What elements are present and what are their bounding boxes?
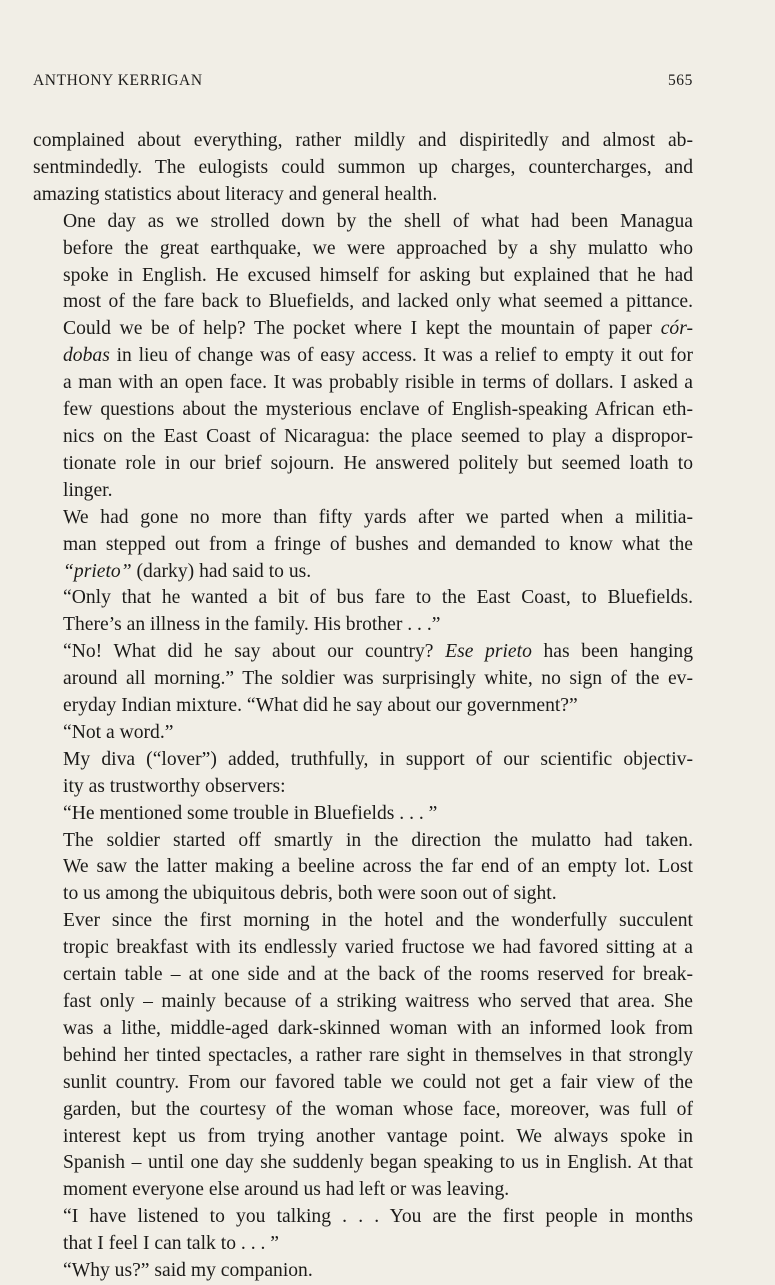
text-line: sentmindedly. The eulogists could summon up charges, countercharges, and	[33, 156, 693, 178]
paragraph	[33, 209, 693, 505]
text-line: “Not a word.”	[63, 721, 174, 743]
text-line: One day as we strolled down by the shell of what had been Managua	[63, 210, 693, 232]
text-line: There’s an illness in the family. His brother . . .”	[63, 614, 441, 636]
text-line: ity as trustworthy observers:	[63, 775, 286, 797]
text-line: sunlit country. From our favored table we could not get a fair view of the	[63, 1071, 693, 1093]
text-line: tionate role in our brief sojourn. He answered politely but seemed loath to	[63, 452, 693, 474]
paragraph	[33, 747, 693, 801]
text-line: man stepped out from a fringe of bushes and demanded to know what the	[63, 533, 693, 555]
text-line: My diva (“lover”) added, truthfully, in support of our scientific objectiv-	[63, 748, 693, 770]
text-line: around all morning.” The soldier was surprisingly white, no sign of the ev-	[63, 668, 693, 690]
text-line: Could we be of help? The pocket where I kept the mountain of paper cór-	[63, 318, 693, 340]
text-line: nics on the East Coast of Nicaragua: the place seemed to play a dispropor-	[63, 425, 693, 447]
text-line: complained about everything, rather mildly and dispiritedly and almost ab-	[33, 130, 693, 151]
text-line: Spanish – until one day she suddenly began speaking to us in English. At that	[63, 1152, 693, 1174]
text-line: dobas in lieu of change was of easy access. It was a relief to empty it out for	[63, 345, 693, 367]
paragraph	[33, 128, 693, 209]
text-line: spoke in English. He excused himself for asking but explained that he had	[63, 264, 693, 286]
paragraph	[33, 908, 693, 1204]
text-line: The soldier started off smartly in the direction the mulatto had taken.	[63, 829, 693, 851]
text-line: “He mentioned some trouble in Bluefields . . . ”	[63, 802, 438, 824]
text-line: moment everyone else around us had left or was leaving.	[63, 1179, 510, 1201]
paragraph	[33, 1204, 693, 1258]
running-header	[33, 72, 693, 90]
text-line: tropic breakfast with its endlessly varied fructose we had favored sitting at a	[63, 937, 693, 959]
text-line: before the great earthquake, we were approached by a shy mulatto who	[63, 237, 693, 259]
text-line: interest kept us from trying another vantage point. We always spoke in	[63, 1125, 693, 1147]
paragraph	[33, 505, 693, 586]
text-line: that I feel I can talk to . . . ”	[63, 1233, 279, 1255]
text-line: Ever since the first morning in the hotel and the wonderfully succulent	[63, 910, 693, 932]
text-line: “Why us?” said my companion.	[63, 1260, 313, 1282]
text-line: We had gone no more than fifty yards after we parted when a militia-	[63, 506, 693, 528]
text-line: linger.	[63, 479, 113, 501]
text-line: amazing statistics about literacy and general health.	[33, 183, 438, 205]
paragraph	[33, 639, 693, 720]
text-line: fast only – mainly because of a striking waitress who served that area. She	[63, 991, 693, 1012]
paragraph	[33, 585, 693, 639]
text-line: most of the fare back to Bluefields, and lacked only what seemed a pittance.	[63, 291, 693, 313]
text-line: “prieto” (darky) had said to us.	[63, 560, 312, 582]
running-head-author: ANTHONY KERRIGAN	[33, 72, 203, 89]
text-line: behind her tinted spectacles, a rather rare sight in themselves in that strongly	[63, 1044, 693, 1066]
paragraph	[33, 720, 693, 747]
page-number: 565	[667, 72, 693, 89]
paragraph	[33, 801, 693, 828]
text-line: eryday Indian mixture. “What did he say about our government?”	[63, 695, 578, 717]
book-page	[33, 0, 693, 1282]
text-line: few questions about the mysterious enclave of English-speaking African eth-	[63, 399, 693, 421]
text-line: was a lithe, middle-aged dark-skinned woman with an informed look from	[63, 1017, 693, 1039]
text-line: We saw the latter making a beeline across the far end of an empty lot. Lost	[63, 856, 693, 878]
text-line: a man with an open face. It was probably risible in terms of dollars. I asked a	[63, 372, 693, 394]
text-line: “Only that he wanted a bit of bus fare to the East Coast, to Bluefields.	[63, 587, 693, 609]
paragraph	[33, 828, 693, 909]
text-line: to us among the ubiquitous debris, both were soon out of sight.	[63, 883, 557, 905]
body-text	[33, 128, 693, 1285]
text-line: “No! What did he say about our country? Ese prieto has been hanging	[63, 641, 693, 663]
text-line: certain table – at one side and at the back of the rooms reserved for break-	[63, 964, 693, 986]
text-line: “I have listened to you talking . . . You are the first people in months	[63, 1206, 693, 1228]
paragraph	[33, 1258, 693, 1285]
text-line: garden, but the courtesy of the woman whose face, moreover, was full of	[63, 1098, 693, 1120]
